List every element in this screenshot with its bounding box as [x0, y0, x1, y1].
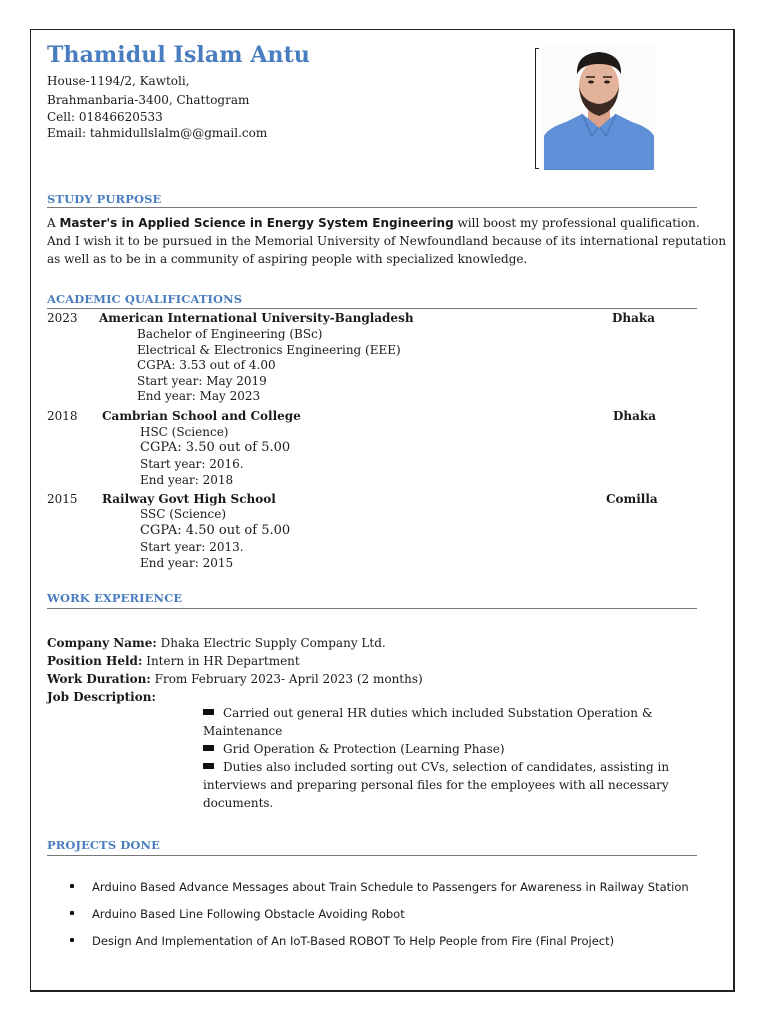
academic-city: Comilla — [606, 492, 658, 506]
study-purpose-degree: Master's in Applied Science in Energy System Engineering — [59, 216, 454, 230]
job-bullet — [203, 740, 733, 758]
academic-detail: CGPA: 3.50 out of 5.00 — [140, 440, 291, 455]
position-value: Intern in HR Department — [142, 654, 300, 668]
bullet-icon — [70, 884, 74, 888]
profile-photo — [542, 46, 656, 170]
company-name-label: Company Name: — [47, 636, 157, 650]
section-title-study-purpose: STUDY PURPOSE — [47, 192, 162, 206]
academic-detail: CGPA: 4.50 out of 5.00 — [140, 523, 291, 538]
bullet-icon — [70, 938, 74, 942]
academic-detail: End year: 2018 — [140, 473, 234, 487]
duration-label: Work Duration: — [47, 672, 151, 686]
academic-city: Dhaka — [612, 311, 655, 325]
duration-row — [47, 670, 423, 688]
academic-detail: End year: May 2023 — [137, 389, 261, 403]
position-row — [47, 652, 300, 670]
academic-detail: Electrical & Electronics Engineering (EEE) — [137, 343, 401, 357]
project-item — [70, 934, 614, 948]
academic-detail: Start year: 2013. — [140, 540, 244, 554]
section-divider — [47, 608, 697, 609]
study-purpose-prefix: A — [47, 216, 60, 230]
address-line-2: Brahmanbaria-3400, Chattogram — [47, 93, 250, 107]
project-text: Arduino Based Advance Messages about Train Schedule to Passengers for Awareness in Railway Station — [92, 880, 689, 894]
address-line-1: House-1194/2, Kawtoli, — [47, 74, 190, 88]
academic-detail: End year: 2015 — [140, 556, 234, 570]
academic-year: 2023 — [47, 311, 78, 325]
section-title-projects: PROJECTS DONE — [47, 838, 161, 852]
square-bullet-icon — [203, 745, 214, 751]
academic-year: 2015 — [47, 492, 78, 506]
study-purpose-paragraph — [47, 214, 727, 268]
photo-bracket — [535, 48, 539, 169]
job-description-list — [203, 704, 733, 812]
email-address: Email: tahmidullslalm@@gmail.com — [47, 126, 268, 140]
job-bullet — [203, 704, 733, 740]
academic-city: Dhaka — [613, 409, 656, 423]
academic-detail: Bachelor of Engineering (BSc) — [137, 327, 323, 341]
academic-institution: Cambrian School and College — [102, 409, 301, 423]
company-name-row — [47, 634, 386, 652]
cell-number: Cell: 01846620533 — [47, 110, 163, 124]
academic-detail: Start year: 2016. — [140, 457, 244, 471]
duration-value: From February 2023- April 2023 (2 months) — [150, 672, 423, 686]
job-description-label: Job Description: — [47, 690, 156, 704]
project-text: Arduino Based Line Following Obstacle Avoiding Robot — [92, 907, 405, 921]
section-divider — [47, 207, 697, 208]
academic-detail: SSC (Science) — [140, 507, 227, 521]
bullet-icon — [70, 911, 74, 915]
job-bullet — [203, 758, 673, 812]
square-bullet-icon — [203, 763, 214, 769]
academic-institution: Railway Govt High School — [102, 492, 276, 506]
academic-detail: Start year: May 2019 — [137, 374, 267, 388]
profile-photo-frame — [535, 46, 660, 171]
job-bullet-text: Carried out general HR duties which included Substation Operation & Maintenance — [203, 706, 653, 738]
academic-detail: CGPA: 3.53 out of 4.00 — [137, 358, 276, 372]
job-bullet-text: Grid Operation & Protection (Learning Phase) — [223, 742, 505, 756]
academic-institution: American International University-Bangladesh — [99, 311, 414, 325]
study-purpose-text: will boost my professional qualification. And I wish it to be pursued in the Memorial University of Newfoundland because of its international reputation as well as to be in a community of aspiring people with specialized knowledge. — [47, 216, 727, 266]
academic-year: 2018 — [47, 409, 78, 423]
section-title-academic: ACADEMIC QUALIFICATIONS — [47, 292, 243, 306]
section-divider — [47, 308, 697, 309]
section-divider — [47, 855, 697, 856]
job-description-row — [47, 688, 156, 706]
candidate-name: Thamidul Islam Antu — [47, 42, 310, 68]
academic-detail: HSC (Science) — [140, 425, 229, 439]
section-title-work: WORK EXPERIENCE — [47, 591, 183, 605]
position-label: Position Held: — [47, 654, 143, 668]
company-name-value: Dhaka Electric Supply Company Ltd. — [156, 636, 386, 650]
project-item — [70, 880, 689, 894]
square-bullet-icon — [203, 709, 214, 715]
job-bullet-text: Duties also included sorting out CVs, selection of candidates, assisting in interviews and preparing personal files for the employees with all necessary documents. — [203, 760, 670, 810]
project-text: Design And Implementation of An IoT-Based ROBOT To Help People from Fire (Final Project) — [92, 934, 615, 948]
project-item — [70, 907, 405, 921]
